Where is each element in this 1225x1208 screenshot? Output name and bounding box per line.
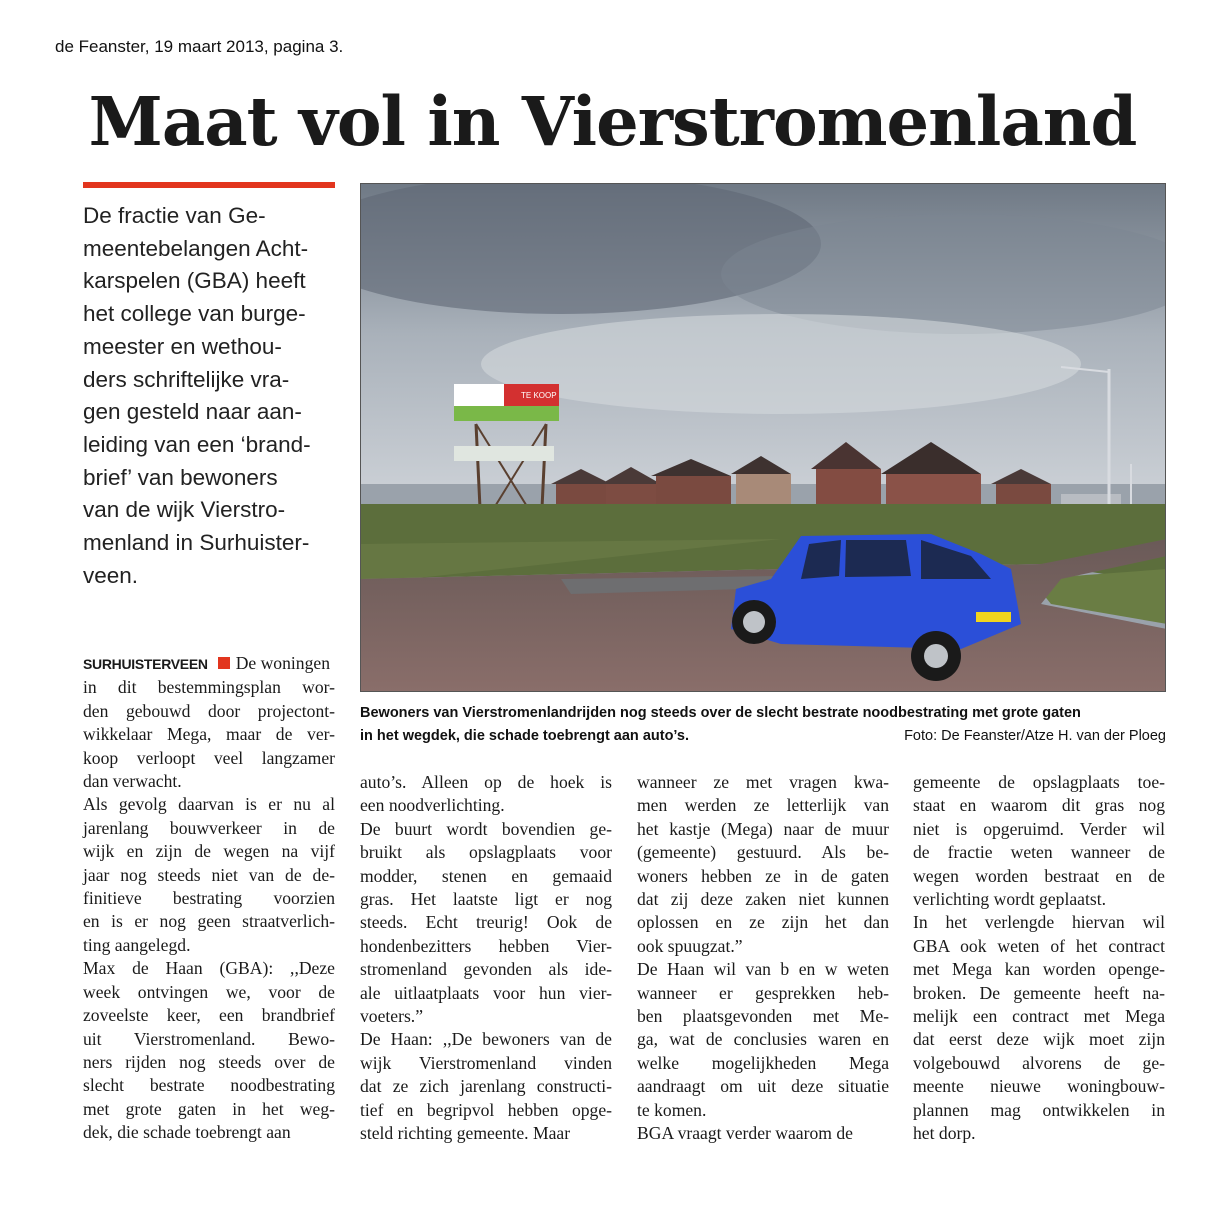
photo-caption xyxy=(360,702,1166,748)
lead-line: meentebelangen Acht- xyxy=(83,235,309,261)
text-line: woners hebben ze in de gaten xyxy=(637,865,889,886)
text-line: wegen worden bestraat en de xyxy=(913,865,1165,886)
text-line: een noodverlichting. xyxy=(360,795,505,816)
lead-line: De fractie van Ge- xyxy=(83,203,266,228)
text-line: dek, die schade toebrengt aan xyxy=(83,1122,291,1143)
lead-paragraph xyxy=(83,200,338,592)
text-line: met Mega kan worden openge- xyxy=(913,959,1165,980)
text-line: koop verloopt veel langzamer xyxy=(83,747,335,768)
text-line: ben plaatsgevonden met Me- xyxy=(637,1006,889,1027)
text-line: BGA vraagt verder waarom de xyxy=(637,1123,853,1144)
text-line: auto’s. Alleen op de hoek is xyxy=(360,772,612,792)
text-line: meente nieuwe woningbouw- xyxy=(913,1076,1165,1097)
text-line: staat en waarom dit gras nog xyxy=(913,795,1165,816)
license-plate xyxy=(976,612,1011,622)
text-line: jaar nog steeds niet van de de- xyxy=(83,864,335,885)
text-line: wijk en zijn de wegen na vijf xyxy=(83,841,335,862)
text-line: jarenlang bouwverkeer in de xyxy=(83,817,335,838)
text-line: modder, stenen en gemaaid xyxy=(360,865,612,886)
text-line: oplossen en ze zijn het dan xyxy=(637,912,889,933)
article-column-2 xyxy=(360,771,612,1146)
accent-rule xyxy=(83,182,335,188)
text-line: bruikt als opslagplaats voor xyxy=(360,842,612,863)
text-line: (gemeente) gestuurd. Als be- xyxy=(637,842,889,863)
text-line: wanneer er gesprekken heb- xyxy=(637,982,889,1003)
headline: Maat vol in Vierstromenland xyxy=(88,82,1137,161)
news-photo xyxy=(360,183,1166,692)
text-line: De Haan: ,,De bewoners van de xyxy=(360,1029,612,1050)
text-line: tief en begripvol hebben opge- xyxy=(360,1099,612,1120)
text-line: het dorp. xyxy=(913,1123,976,1144)
text-line: broken. De gemeente heeft na- xyxy=(913,982,1165,1003)
text-line: De Haan wil van b en w weten xyxy=(637,959,889,980)
text-line: ook spuugzat.” xyxy=(637,935,743,956)
lead-line: ders schriftelijke vra- xyxy=(83,366,290,392)
text-line: finitieve bestrating voorzien xyxy=(83,888,335,909)
text-line: verlichting wordt geplaatst. xyxy=(913,889,1106,910)
lead-line: van de wijk Vierstro- xyxy=(83,497,286,523)
text-line: gras. Het laatste ligt er nog xyxy=(360,889,612,910)
text-line: te komen. xyxy=(637,1099,707,1120)
text-line: gemeente de opslagplaats toe- xyxy=(913,772,1165,792)
lead-line: het college van burge- xyxy=(83,301,306,327)
text-line: hondenbezitters hebben Vier- xyxy=(360,935,612,956)
text-line: de fractie weten wanneer de xyxy=(913,842,1165,863)
text-line: niet is opgeruimd. Verder wil xyxy=(913,818,1165,839)
text-line: stromenland gevonden als ide- xyxy=(360,959,612,980)
text-line: plannen mag ontwikkelen in xyxy=(913,1099,1165,1120)
text-line: ting aangelegd. xyxy=(83,934,191,955)
text-line: In het verlengde hiervan wil xyxy=(913,912,1165,933)
lead-line: veen. xyxy=(83,562,139,588)
lead-line: brief’ van bewoners xyxy=(83,464,278,490)
article-column-1 xyxy=(83,652,335,1145)
text-line: in dit bestemmingsplan wor- xyxy=(83,677,335,698)
text-line: dan verwacht. xyxy=(83,771,182,792)
text-line: steld richting gemeente. Maar xyxy=(360,1123,571,1144)
caption-line-1: Bewoners van Vierstromenlandrijden nog steeds over de slecht bestrate noodbestrating met grote gaten xyxy=(360,705,1081,721)
text-line: aandraagt om uit deze situatie xyxy=(637,1076,889,1097)
text-line: melijk een contract met Mega xyxy=(913,1006,1165,1027)
text-line: dat eerst deze wijk moet zijn xyxy=(913,1029,1165,1050)
text-line: en is er nog geen straatverlich- xyxy=(83,911,335,932)
dateline: SURHUISTERVEEN xyxy=(83,656,208,672)
text-line: voeters.” xyxy=(360,1006,424,1027)
red-square-icon xyxy=(218,657,230,669)
text-line: met grote gaten in het weg- xyxy=(83,1098,335,1119)
text-line: Als gevolg daarvan is er nu al xyxy=(83,794,335,815)
text-line: ners rijden nog steeds over de xyxy=(83,1051,335,1072)
text-line: steeds. Echt treurig! Ook de xyxy=(360,912,612,933)
text-line: zoveelste keer, een brandbrief xyxy=(83,1005,335,1026)
lead-line: menland in Surhuister- xyxy=(83,530,310,556)
text-line: GBA ook weten of het contract xyxy=(913,935,1165,956)
text-line: volgebouwd alvorens de ge- xyxy=(913,1052,1165,1073)
text-line: slecht bestrate noodbestrating xyxy=(83,1075,335,1096)
lead-line: leiding van een ‘brand- xyxy=(83,431,311,457)
text-fragment: De woningen xyxy=(235,653,330,673)
lead-line: meester en wethou- xyxy=(83,333,282,359)
text-line: welke mogelijkheden Mega xyxy=(637,1052,889,1073)
text-line: uit Vierstromenland. Bewo- xyxy=(83,1028,335,1049)
photo-credit: Foto: De Feanster/Atze H. van der Ploeg xyxy=(904,728,1166,744)
text-line: dat zij deze zaken niet kunnen xyxy=(637,889,889,910)
text-line: wijk Vierstromenland vinden xyxy=(360,1052,612,1073)
text-line: wikkelaar Mega, maar de ver- xyxy=(83,724,335,745)
text-line: den gebouwd door projectont- xyxy=(83,700,335,721)
text-line: men werden ze letterlijk van xyxy=(637,795,889,816)
billboard-text: TE KOOP xyxy=(521,391,557,400)
text-line xyxy=(83,652,335,676)
source-line: de Feanster, 19 maart 2013, pagina 3. xyxy=(55,37,344,56)
article-column-4 xyxy=(913,771,1165,1146)
text-line: Max de Haan (GBA): ,,Deze xyxy=(83,958,335,979)
text-line: De buurt wordt bovendien ge- xyxy=(360,818,612,839)
sky xyxy=(361,184,1166,484)
lead-line: karspelen (GBA) heeft xyxy=(83,268,306,294)
text-line: week ontvingen we, voor de xyxy=(83,981,335,1002)
text-line: dat ze zich jarenlang constructi- xyxy=(360,1076,612,1097)
article-column-3 xyxy=(637,771,889,1146)
text-line: ga, wat de conclusies waren en xyxy=(637,1029,889,1050)
lead-line: gen gesteld naar aan- xyxy=(83,399,302,425)
caption-line-2: in het wegdek, die schade toebrengt aan auto’s. xyxy=(360,728,690,744)
text-line: het kastje (Mega) naar de muur xyxy=(637,818,889,839)
text-line: wanneer ze met vragen kwa- xyxy=(637,772,889,792)
text-line: ale uitlaatplaats voor hun vier- xyxy=(360,982,612,1003)
